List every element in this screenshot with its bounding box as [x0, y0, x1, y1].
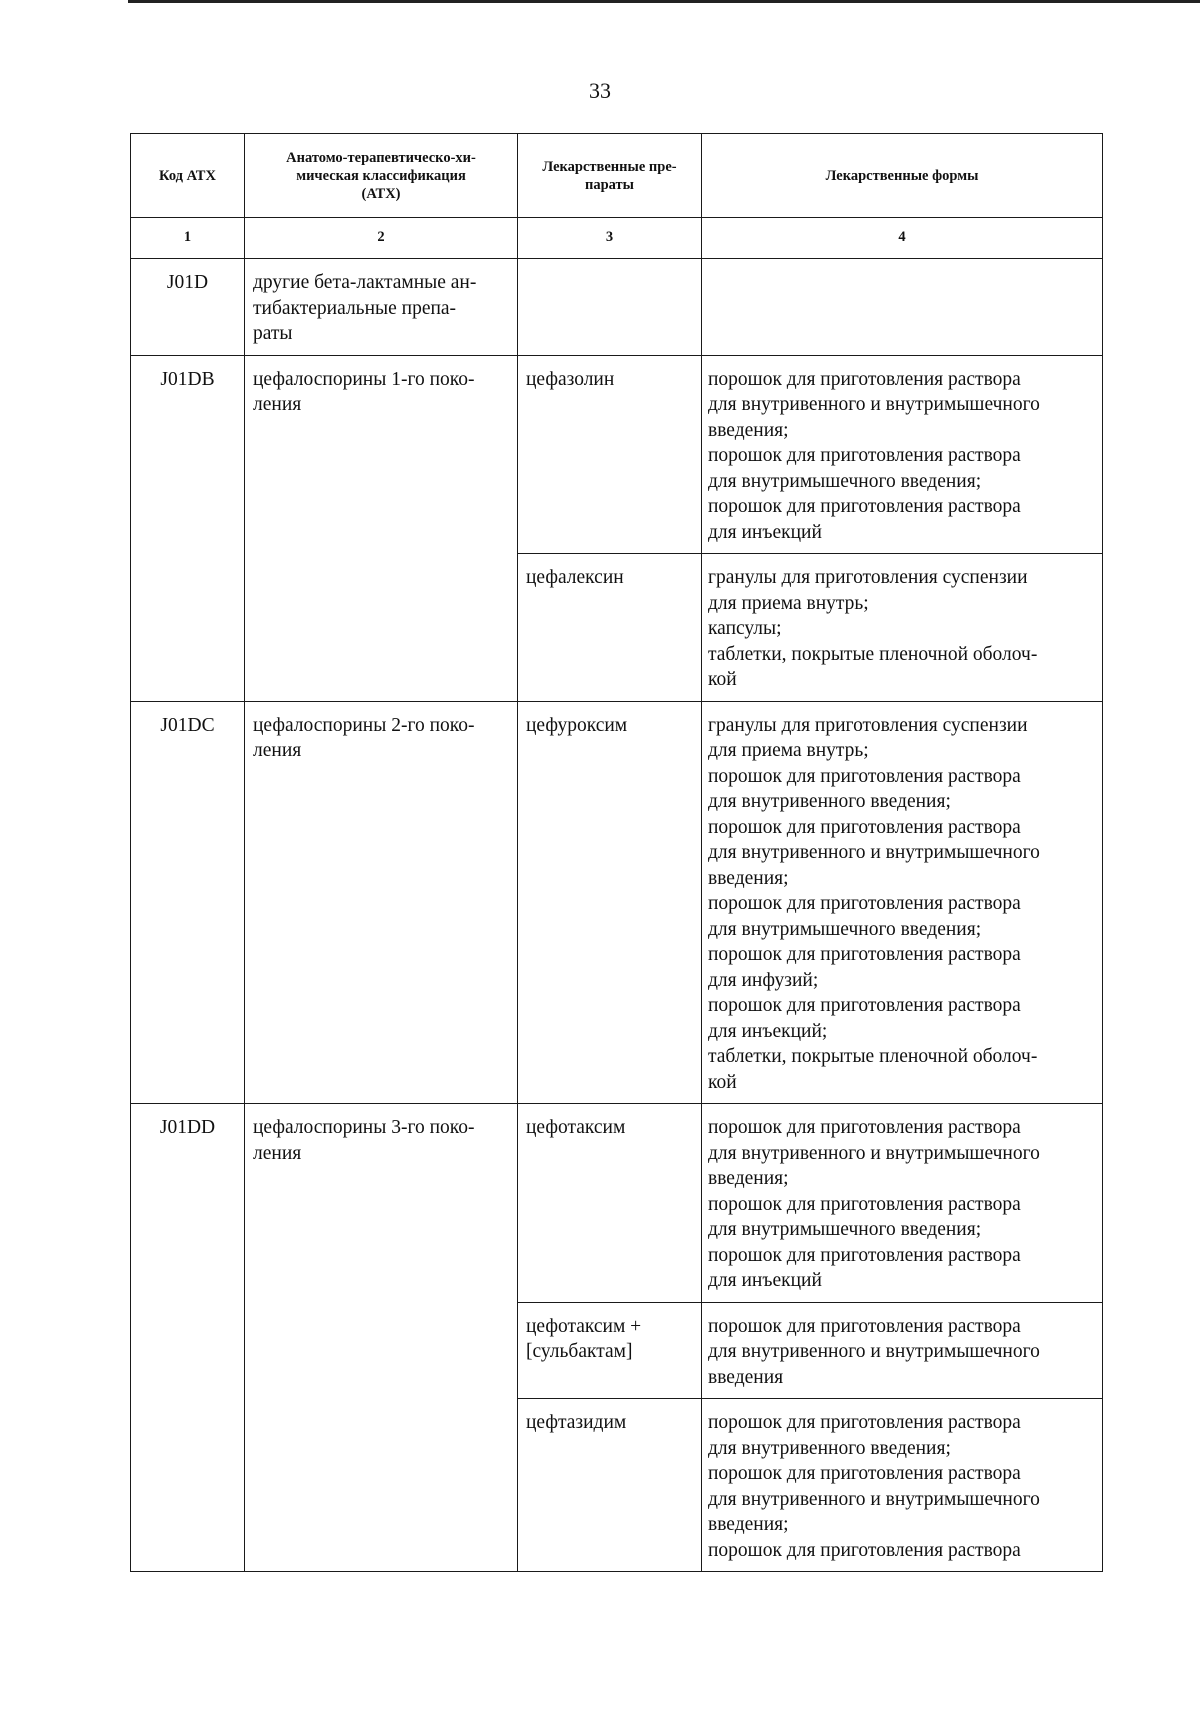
atx-group-cell	[245, 355, 518, 701]
dosage-form-line: введения;	[708, 1514, 789, 1535]
dosage-form-line: капсулы;	[708, 618, 782, 639]
top-border-rule	[128, 0, 1200, 3]
dosage-form-line: кой	[708, 669, 737, 690]
drug-name-line: цефтазидим	[526, 1412, 627, 1433]
drug-name-cell	[518, 355, 702, 554]
drug-name-line: цефазолин	[526, 368, 615, 390]
group-name-line: цефалоспорины 2-го поко-	[253, 714, 475, 736]
header-code-atx: Код АТХ	[131, 134, 245, 218]
drug-name-line: цефотаксим	[526, 1117, 626, 1138]
dosage-form-line: для внутримышечного введения;	[708, 470, 982, 492]
dosage-form-line: порошок для приготовления раствора	[708, 1117, 1021, 1138]
group-name-line: цефалоспорины 3-го поко-	[253, 1117, 475, 1138]
dosage-form-line: для инфузий;	[708, 969, 819, 991]
dosage-form-line: для внутривенного введения;	[708, 791, 951, 812]
dosage-form-line: порошок для приготовления раствора	[708, 816, 1021, 838]
dosage-form-line: введения;	[708, 1168, 789, 1189]
drug-name-cell	[518, 1302, 702, 1399]
dosage-form-line: порошок для приготовления раствора	[708, 893, 1021, 914]
atx-drug-table	[130, 133, 1103, 1572]
group-name-line: ления	[253, 394, 302, 415]
dosage-forms-cell	[702, 701, 1103, 1104]
dosage-form-line: гранулы для приготовления суспензии	[708, 567, 1028, 588]
dosage-form-line: порошок для приготовления раствора	[708, 368, 1021, 390]
atx-code-cell: J01DB	[131, 355, 245, 701]
drug-name-line: цефалексин	[526, 567, 624, 588]
dosage-form-line: для инъекций	[708, 521, 822, 543]
group-name-line: ления	[253, 1142, 302, 1164]
column-number: 1	[131, 218, 245, 259]
dosage-form-line: таблетки, покрытые пленочной оболоч-	[708, 1046, 1038, 1067]
table-body	[131, 259, 1103, 1572]
drug-name-cell	[518, 259, 702, 356]
dosage-form-line: введения;	[708, 419, 789, 441]
dosage-form-line: для внутривенного и внутримышечного	[708, 1341, 1040, 1362]
dosage-form-line: для внутримышечного введения;	[708, 1219, 982, 1240]
dosage-form-line: порошок для приготовления раствора	[708, 1244, 1021, 1266]
dosage-forms-cell	[702, 1399, 1103, 1572]
dosage-form-line: порошок для приготовления раствора	[708, 944, 1021, 965]
dosage-form-line: порошок для приготовления раствора	[708, 1463, 1021, 1484]
dosage-form-line: для инъекций	[708, 1270, 822, 1291]
dosage-forms-cell	[702, 1104, 1103, 1303]
dosage-form-line: введения;	[708, 867, 789, 889]
dosage-form-line: кой	[708, 1071, 737, 1093]
dosage-form-line: для внутривенного введения;	[708, 1437, 951, 1459]
table-row	[131, 355, 1103, 554]
dosage-form-line: порошок для приготовления раствора	[708, 496, 1021, 517]
table-row	[131, 1104, 1103, 1303]
atx-code-cell: J01DC	[131, 701, 245, 1104]
atx-code-cell: J01D	[131, 259, 245, 356]
dosage-form-line: порошок для приготовления раствора	[708, 995, 1021, 1016]
dosage-forms-cell	[702, 355, 1103, 554]
dosage-forms-cell	[702, 554, 1103, 702]
group-name-line: тибактериальные препа-	[253, 297, 457, 319]
drug-name-cell	[518, 1104, 702, 1303]
dosage-form-line: порошок для приготовления раствора	[708, 1412, 1021, 1433]
group-name-line: ления	[253, 740, 302, 761]
group-name-line: другие бета-лактамные ан-	[253, 272, 477, 293]
dosage-form-line: для приема внутрь;	[708, 592, 869, 614]
drug-name-cell	[518, 701, 702, 1104]
dosage-form-line: для приема внутрь;	[708, 740, 869, 761]
dosage-form-line: гранулы для приготовления суспензии	[708, 714, 1028, 736]
page-number: 33	[589, 78, 611, 103]
dosage-form-line: порошок для приготовления раствора	[708, 445, 1021, 466]
header-atx-classification: Анатомо-терапевтическо-хи- мическая классификация (АТХ)	[245, 134, 518, 218]
dosage-form-line: для внутримышечного введения;	[708, 918, 982, 940]
drug-name-line: цефуроксим	[526, 714, 628, 736]
group-name-line: раты	[253, 323, 293, 344]
dosage-forms-cell	[702, 1302, 1103, 1399]
group-name-line: цефалоспорины 1-го поко-	[253, 368, 475, 390]
column-number: 3	[518, 218, 702, 259]
dosage-form-line: порошок для приготовления раствора	[708, 765, 1021, 787]
atx-code-cell: J01DD	[131, 1104, 245, 1572]
column-number-row	[131, 218, 1103, 259]
dosage-form-line: таблетки, покрытые пленочной оболоч-	[708, 643, 1038, 665]
dosage-forms-cell	[702, 259, 1103, 356]
dosage-form-line: для внутривенного и внутримышечного	[708, 1488, 1040, 1510]
drug-name-cell	[518, 1399, 702, 1572]
dosage-form-line: для внутривенного и внутримышечного	[708, 842, 1040, 863]
dosage-form-line: порошок для приготовления раствора	[708, 1315, 1021, 1337]
dosage-form-line: для внутривенного и внутримышечного	[708, 394, 1040, 415]
header-row	[131, 134, 1103, 218]
dosage-form-line: порошок для приготовления раствора	[708, 1193, 1021, 1215]
drug-name-cell	[518, 554, 702, 702]
column-number: 4	[702, 218, 1103, 259]
atx-group-cell	[245, 259, 518, 356]
drug-name-line: [сульбактам]	[526, 1341, 633, 1362]
header-drugs: Лекарственные пре- параты	[518, 134, 702, 218]
dosage-form-line: для инъекций;	[708, 1020, 828, 1042]
table-row	[131, 259, 1103, 356]
table-row	[131, 701, 1103, 1104]
drug-name-line: цефотаксим +	[526, 1315, 642, 1337]
atx-group-cell	[245, 1104, 518, 1572]
column-number: 2	[245, 218, 518, 259]
dosage-form-line: введения	[708, 1366, 784, 1388]
atx-group-cell	[245, 701, 518, 1104]
header-dosage-forms: Лекарственные формы	[702, 134, 1103, 218]
dosage-form-line: порошок для приготовления раствора	[708, 1539, 1021, 1561]
dosage-form-line: для внутривенного и внутримышечного	[708, 1142, 1040, 1164]
